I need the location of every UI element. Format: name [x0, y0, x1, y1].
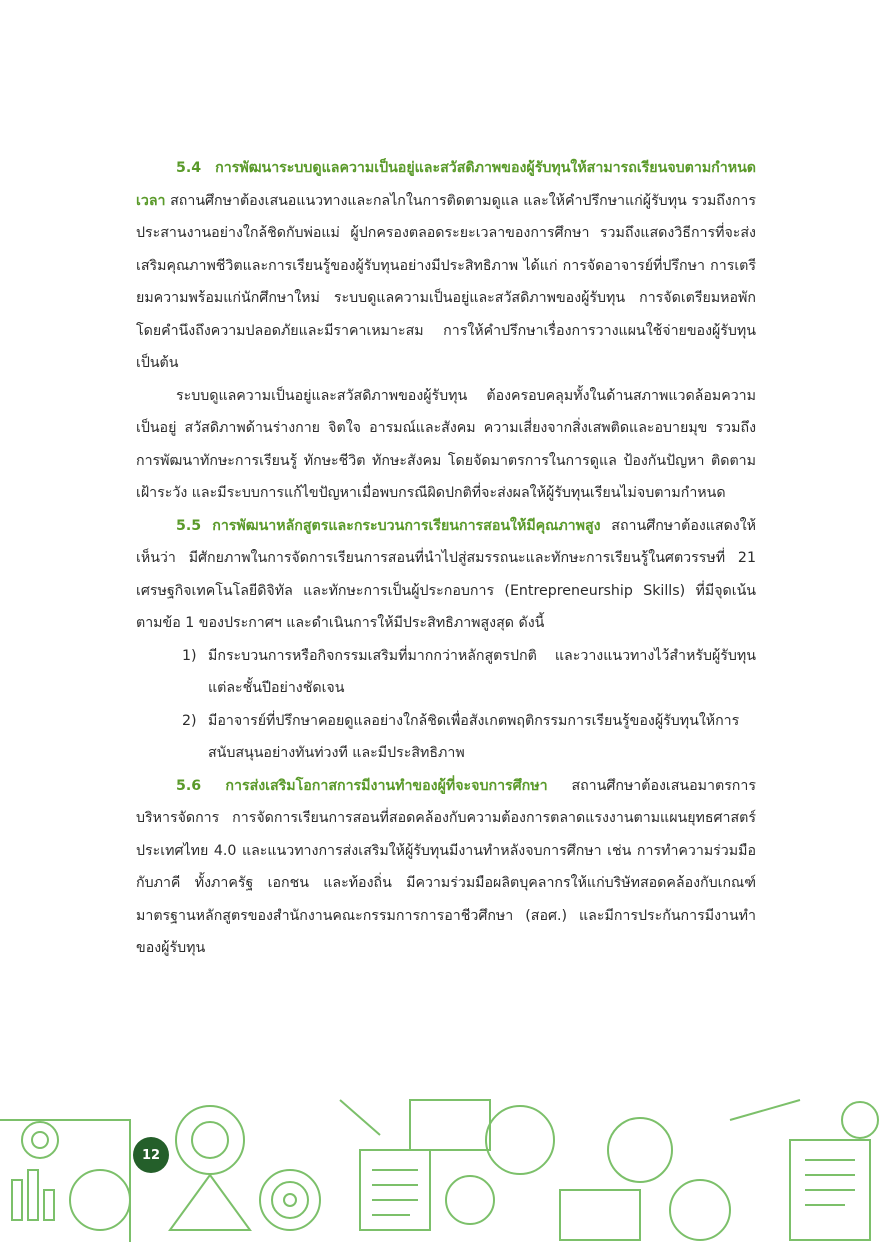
list-item-text: มีกระบวนการหรือกิจกรรมเสริมที่มากกว่าหลักสูตรปกติ และวางแนวทางไว้สำหรับผู้รับทุนแต่ละชั้นปีอย่างชัดเจน	[208, 647, 756, 696]
section-5-4-paragraph-2: ระบบดูแลความเป็นอยู่และสวัสดิภาพของผู้รับทุน ต้องครอบคลุมทั้งในด้านสภาพแวดล้อมความเป็นอยู่ สวัสดิภาพด้านร่างกาย จิตใจ อารมณ์และสังคม ความเสี่ยงจากสิ่งเสพติดและอบายมุข รวมถึงการพัฒนาทักษะการเรียนรู้ ทักษะชีวิต ทักษะสังคม โดยจัดมาตรการในการดูแล ป้องกันปัญหา ติดตาม เฝ้าระวัง และมีระบบการแก้ไขปัญหาเมื่อพบกรณีผิดปกติที่จะส่งผลให้ผู้รับทุนเรียนไม่จบตามกำหนด	[136, 387, 756, 501]
section-5-5-paragraph	[136, 510, 756, 640]
section-5-6-body: สถานศึกษาต้องเสนอมาตรการบริหารจัดการ การจัดการเรียนการสอนที่สอดคล้องกับความต้องการตลาดแรงงานตามแผนยุทธศาสตร์ประเทศไทย 4.0 และแนวทางการส่งเสริมให้ผู้รับทุนมีงานทำหลังจบการศึกษา เช่น การทำความร่วมมือกับภาคี ทั้งภาครัฐ เอกชน และท้องถิ่น มีความร่วมมือผลิตบุคลากรให้แก่บริษัทสอดคล้องกับเกณฑ์มาตรฐานหลักสูตรของสำนักงานคณะกรรมการการอาชีวศึกษา (สอศ.) และมีการประกันการมีงานทำของผู้รับทุน	[136, 777, 756, 956]
idea-bulb-icon	[176, 1106, 244, 1174]
main-content	[136, 152, 756, 965]
section-5-5-list	[136, 640, 756, 770]
section-5-4-heading: 5.4 การพัฒนาระบบดูแลความเป็นอยู่และสวัสดิภาพของผู้รับทุนให้สามารถเรียนจบตามกำหนดเวลา	[136, 160, 756, 209]
target-center-icon	[284, 1194, 296, 1206]
gear-icon	[842, 1102, 878, 1138]
list-item	[136, 640, 756, 705]
section-5-4-paragraph	[136, 152, 756, 380]
page-number-badge: 12	[133, 1137, 169, 1173]
list-item	[136, 705, 756, 770]
list-item-text: มีอาจารย์ที่ปรึกษาคอยดูแลอย่างใกล้ชิดเพื่อสังเกตพฤติกรรมการเรียนรู้ของผู้รับทุนให้การสนับสนุนอย่างทันท่วงที และมีประสิทธิภาพ	[208, 712, 740, 761]
user-icon	[70, 1170, 130, 1230]
gear-hub-icon	[32, 1132, 48, 1148]
chart-icon	[560, 1190, 640, 1240]
document-icon	[360, 1150, 430, 1230]
target-ring-icon	[272, 1182, 308, 1218]
bar-chart-icon	[44, 1190, 54, 1220]
section-5-6-paragraph	[136, 770, 756, 965]
section-5-6-heading: 5.6 การส่งเสริมโอกาสการมีงานทำของผู้ที่จะจบการศึกษา	[176, 777, 548, 794]
gear-icon	[446, 1176, 494, 1224]
triangle-icon	[170, 1175, 250, 1230]
telescope-icon	[730, 1100, 800, 1120]
gear-icon	[670, 1180, 730, 1240]
telescope-icon	[340, 1100, 380, 1135]
cloud-sync-icon	[608, 1118, 672, 1182]
section-5-5-heading: 5.5 การพัฒนาหลักสูตรและกระบวนการเรียนการสอนให้มีคุณภาพสูง	[176, 517, 601, 534]
idea-bulb-inner-icon	[192, 1122, 228, 1158]
target-icon	[260, 1170, 320, 1230]
list-item-number: 1)	[182, 647, 197, 664]
bar-chart-icon	[28, 1170, 38, 1220]
section-5-5-body: สถานศึกษาต้องแสดงให้เห็นว่า มีศักยภาพในการจัดการเรียนการสอนที่นำไปสู่สมรรถนะและทักษะการเรียนรู้ในศตวรรษที่ 21 เศรษฐกิจเทคโนโลยีดิจิทัล และทักษะการเป็นผู้ประกอบการ (Entrepreneurship Skills) ที่มีจุดเน้นตามข้อ 1 ของประกาศฯ และดำเนินการให้มีประสิทธิภาพสูงสุด ดังนี้	[136, 517, 756, 631]
section-5-4-body: สถานศึกษาต้องเสนอแนวทางและกลไกในการติดตามดูแล และให้คำปรึกษาแก่ผู้รับทุน รวมถึงการประสานงานอย่างใกล้ชิดกับพ่อแม่ ผู้ปกครองตลอดระยะเวลาของการศึกษา รวมถึงแสดงวิธีการที่จะส่งเสริมคุณภาพชีวิตและการเรียนรู้ของผู้รับทุนอย่างมีประสิทธิภาพ ได้แก่ การจัดอาจารย์ที่ปรึกษา การเตรียมความพร้อมแก่นักศึกษาใหม่ ระบบดูแลความเป็นอยู่และสวัสดิภาพของผู้รับทุน การจัดเตรียมหอพักโดยคำนึงถึงความปลอดภัยและมีราคาเหมาะสม การให้คำปรึกษาเรื่องการวางแผนใช้จ่ายของผู้รับทุน เป็นต้น	[136, 192, 756, 371]
user-circle-icon	[486, 1106, 554, 1174]
gear-icon	[22, 1122, 58, 1158]
text-lines-icon	[372, 1170, 418, 1215]
list-item-number: 2)	[182, 712, 197, 729]
briefcase-icon	[410, 1100, 490, 1150]
bar-chart-icon	[12, 1180, 22, 1220]
text-lines-icon	[805, 1160, 855, 1205]
